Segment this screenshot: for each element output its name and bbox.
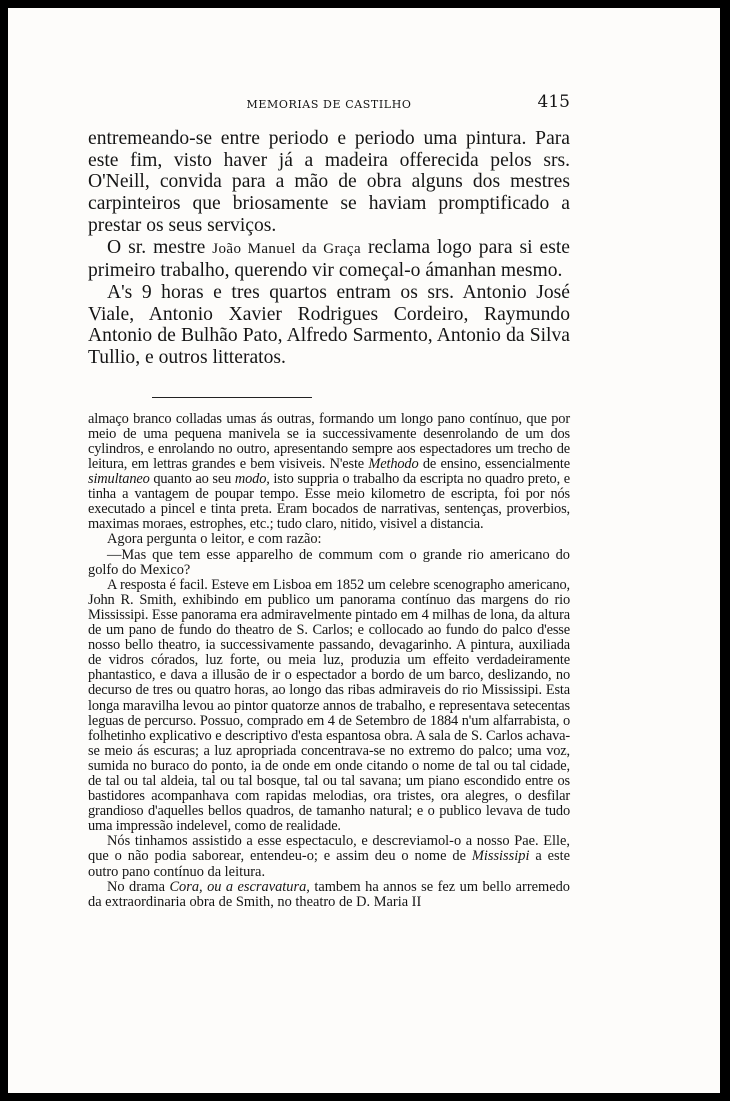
page-number: 415 [537, 92, 570, 112]
footnote-1-part-d: isto suppria o trabalho da escripta no quadro preto, e tinha a vantagem de poupar tempo. Esse meio kilometro de escripta, foi por nós executado a pincel e tinta preta. Eram bocados de narrativas, sentenças, proverbios, maximas moraes, estrophes, etc.; tudo claro, nitido, visivel a distancia. [88, 471, 570, 533]
simultaneo-italic: simultaneo [88, 471, 150, 488]
footnote-6-part-b: tambem ha annos se fez um bello arremedo da extraordinaria obra de Smith, no theatro de D. Maria II [88, 878, 570, 910]
footnote-paragraph-2: Agora pergunta o leitor, e com razão: [107, 531, 322, 548]
footnote-1-part-b: de ensino, essencialmente [418, 456, 571, 473]
footnote-divider [152, 397, 312, 398]
footnote-paragraph-5 [88, 834, 570, 879]
main-paragraph-2-start: O sr. mestre [107, 236, 213, 258]
modo-italic: modo, [234, 471, 270, 488]
footnote-paragraph-4: A resposta é facil. Esteve em Lisboa em 1852 um celebre scenographo americano, John R. Smith, exhibindo em publico um panorama contínuo das margens do rio Mississipi. Esse panorama era admiravelmente pintado em 4 milhas de lona, da altura de um pano de fundo do theatro de S. Carlos; e collocado ao fundo do palco d'esse nosso bello theatro, ia successivamente passando, devagarinho. A pintura, auxiliada de vidros córados, luz forte, ou meia luz, produzia um effeito verdadeiramente phantastico, e dava a illusão de ir o espectador a bordo de um barco, deslizando, no decurso de tres ou quatro horas, ao longo das ribas admiraveis do rio Mississipi. Esta longa maravilha levou ao pintor quatorze annos de trabalho, e representava setecentas leguas de percurso. Possuo, comprado em 4 de Setembro de 1884 n'um alfarrabista, o folhetinho explicativo e descriptivo d'esta espantosa obra. A sala de S. Carlos achava-se meio ás escuras; a luz apropriada concentrava-se no extremo do palco; uma voz, sumida no buraco do ponto, ia de onde em onde citando o nome de tal ou tal cidade, de tal ou tal aldeia, tal ou tal bosque, tal ou tal savana; um piano escondido entre os bastidores acompanhava com rapidas melodias, ora tristes, ora alegres, o desfilar grandioso d'aquelles bellos quadros, de tamanho natural; e o publico levava de tudo uma impressão indelevel, como de realidade. [88, 576, 570, 835]
main-text [88, 128, 570, 369]
page-content [88, 92, 570, 910]
person-name-small-caps: João Manuel da Graça [212, 240, 362, 257]
footnote-paragraph-6 [88, 880, 570, 910]
book-page [8, 8, 720, 1093]
footnote-paragraph-1 [88, 412, 570, 533]
footnote-5-part-b: a este outro pano contínuo da leitura. [88, 848, 570, 880]
cora-title-italic: Cora, ou a escravatura, [169, 878, 310, 895]
running-title: MEMORIAS DE CASTILHO [246, 98, 412, 111]
main-paragraph-2 [88, 237, 570, 282]
footnote-6-part-a: No drama [107, 878, 170, 895]
footnote-5-part-a: Nós tinhamos assistido a esse espectaculo, e descreviamol-o a nosso Pae. Elle, que o não podia saborear, entendeu-o; e assim deu o nome de [88, 833, 570, 865]
mississipi-italic: Mississipi [471, 848, 530, 865]
main-paragraph-2-end: reclama logo para si este primeiro trabalho, querendo vir começal-o ámanhan mesmo. [88, 236, 570, 282]
footnote-1-part-c: quanto ao seu [149, 471, 235, 488]
footnote-paragraph-3: —Mas que tem esse apparelho de commum com o grande rio americano do golfo do Mexico? [88, 546, 570, 578]
main-paragraph-3: A's 9 horas e tres quartos entram os srs. Antonio José Viale, Antonio Xavier Rodrigues Cordeiro, Raymundo Antonio de Bulhão Pato, Alfredo Sarmento, Antonio da Silva Tullio, e outros litteratos. [88, 281, 570, 369]
footnote-1-part-a: almaço branco colladas umas ás outras, formando um longo pano contínuo, que por meio de uma pequena manivela se ia successivamente desenrolando de um dos cylindros, e enrolando no outro, apresentando sempre aos espectadores um trecho de leitura, em lettras grandes e bem visiveis. N'este [88, 410, 570, 473]
main-paragraph-1: entremeando-se entre periodo e periodo uma pintura. Para este fim, visto haver já a madeira offerecida pelos srs. O'Neill, convida para a mão de obra alguns dos mestres carpinteiros que briosamente se haviam promptificado a prestar os seus serviços. [88, 128, 570, 236]
running-head [88, 92, 570, 116]
footnote [88, 412, 570, 910]
methodo-italic: Methodo [368, 456, 419, 473]
